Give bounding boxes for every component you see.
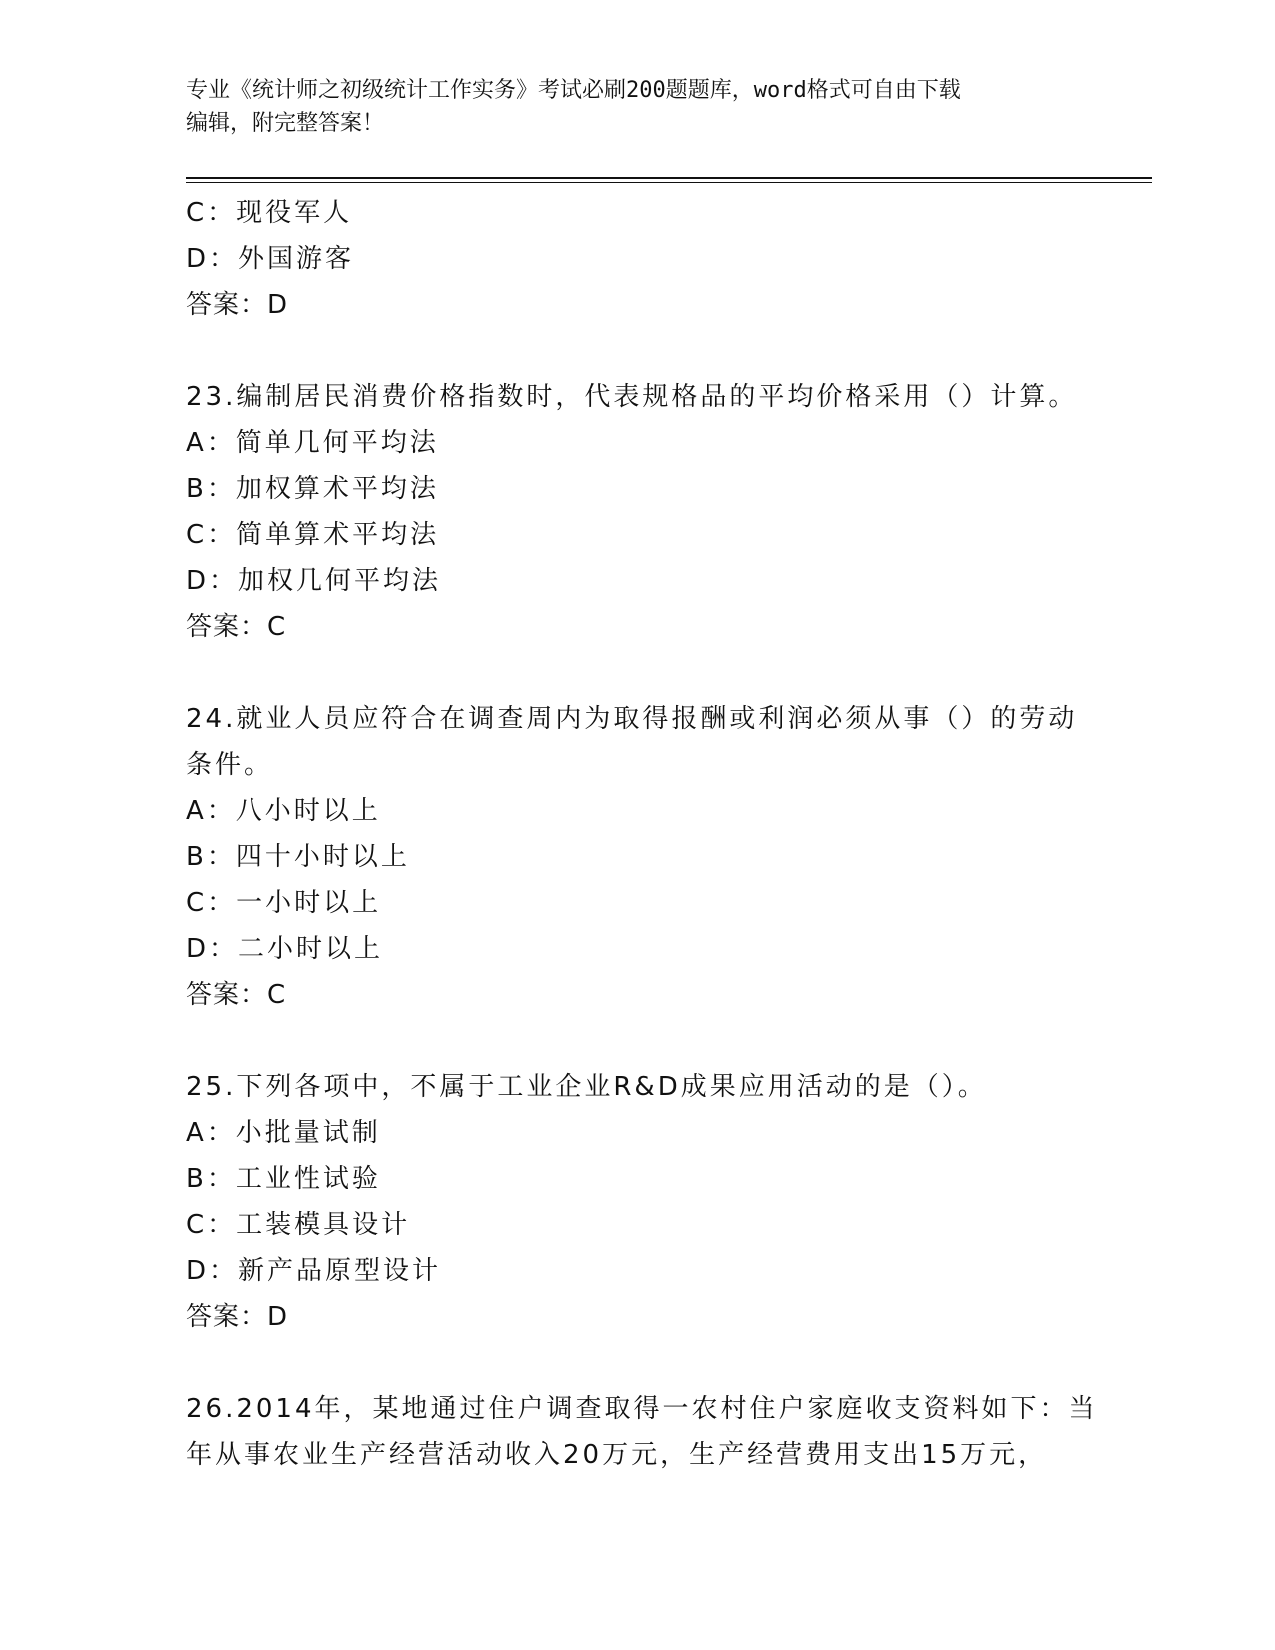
document-body — [186, 190, 1098, 1478]
option-line: D：新产品原型设计 — [186, 1256, 442, 1286]
spacer — [186, 1340, 1086, 1386]
option-line: D：二小时以上 — [186, 934, 384, 964]
question-text: 25.下列各项中，不属于工业企业R&D成果应用活动的是（）。 — [186, 1072, 987, 1102]
option-line: B：加权算术平均法 — [186, 474, 439, 504]
question-text: 26.2014年，某地通过住户调查取得一农村住户家庭收支资料如下：当 — [186, 1394, 1098, 1424]
option-line: C：现役军人 — [186, 198, 353, 228]
question-22-continuation — [186, 190, 1086, 328]
option-line: A：简单几何平均法 — [186, 428, 439, 458]
header-divider-thin — [186, 182, 1152, 183]
question-text: 年从事农业生产经营活动收入20万元，生产经营费用支出15万元， — [186, 1440, 1048, 1470]
question-26 — [186, 1386, 1098, 1478]
answer-line: 答案：C — [186, 612, 287, 642]
spacer — [186, 650, 1086, 696]
answer-line: 答案：D — [186, 290, 289, 320]
header-divider-thick — [186, 177, 1152, 179]
question-24 — [186, 696, 1086, 1018]
spacer — [186, 1018, 1086, 1064]
option-line: C：工装模具设计 — [186, 1210, 411, 1240]
page-header — [186, 74, 1086, 140]
option-line: D：加权几何平均法 — [186, 566, 442, 596]
option-line: A：小批量试制 — [186, 1118, 381, 1148]
question-23 — [186, 374, 1086, 650]
answer-line: 答案：D — [186, 1302, 289, 1332]
question-text: 24.就业人员应符合在调查周内为取得报酬或利润必须从事（）的劳动 — [186, 704, 1078, 734]
option-line: C：简单算术平均法 — [186, 520, 440, 550]
header-line-2: 编辑，附完整答案！ — [186, 111, 385, 136]
question-text: 23.编制居民消费价格指数时，代表规格品的平均价格采用（）计算。 — [186, 382, 1078, 412]
option-line: B：工业性试验 — [186, 1164, 381, 1194]
option-line: B：四十小时以上 — [186, 842, 410, 872]
spacer — [186, 328, 1086, 374]
answer-line: 答案：C — [186, 980, 287, 1010]
option-line: A：八小时以上 — [186, 796, 381, 826]
question-text: 条件。 — [186, 750, 274, 780]
header-line-1: 专业《统计师之初级统计工作实务》考试必刷200题题库，word格式可自由下载 — [186, 78, 961, 103]
question-25 — [186, 1064, 1086, 1340]
option-line: D：外国游客 — [186, 244, 355, 274]
option-line: C：一小时以上 — [186, 888, 382, 918]
